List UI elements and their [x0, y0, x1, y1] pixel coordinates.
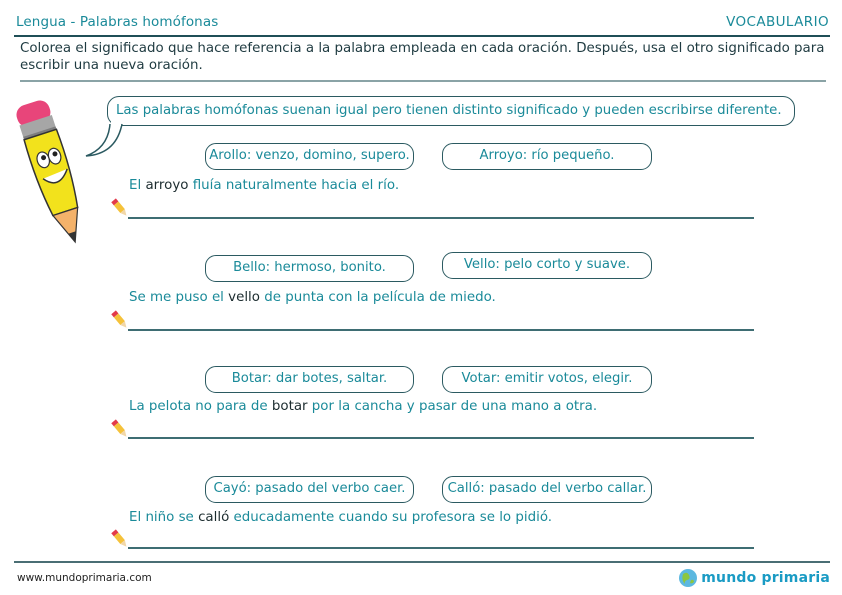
homophone-keyword: arroyo	[145, 178, 189, 193]
sentence-1: El arroyo fluía naturalmente hacia el río.	[129, 178, 400, 193]
meaning-option-2a[interactable]: Bello: hermoso, bonito.	[205, 255, 414, 282]
brand-logo	[678, 568, 830, 588]
globe-icon	[678, 568, 698, 588]
meaning-option-1a[interactable]: Arollo: venzo, domino, supero.	[205, 143, 414, 170]
sentence-4: El niño se calló educadamente cuando su profesora se lo pidió.	[129, 510, 553, 525]
pencil-icon	[110, 197, 130, 219]
instructions-text: Colorea el significado que hace referencia a la palabra empleada en cada oración. Después, usa el otro significado para escribir una nueva oración.	[20, 41, 825, 73]
instructions-divider	[20, 80, 826, 82]
answer-line-3[interactable]	[128, 437, 754, 439]
pencil-icon	[110, 418, 130, 440]
pencil-mascot-icon	[14, 92, 114, 247]
worksheet-category: VOCABULARIO	[726, 14, 829, 30]
homophone-keyword: botar	[271, 399, 308, 414]
meaning-option-4a[interactable]: Cayó: pasado del verbo caer.	[205, 476, 414, 503]
header-divider	[14, 35, 830, 37]
brand-name: mundo primaria	[701, 570, 830, 586]
sentence-3: La pelota no para de botar por la cancha y pasar de una mano a otra.	[129, 399, 598, 414]
sentence-2: Se me puso el vello de punta con la película de miedo.	[129, 290, 496, 305]
speech-bubble-tail	[84, 118, 134, 163]
worksheet-subject: Lengua - Palabras homófonas	[16, 14, 219, 30]
footer-url[interactable]: www.mundoprimaria.com	[17, 572, 152, 584]
pencil-icon	[110, 528, 130, 550]
answer-line-1[interactable]	[128, 217, 754, 219]
meaning-option-3b[interactable]: Votar: emitir votos, elegir.	[442, 366, 652, 393]
meaning-option-1b[interactable]: Arroyo: río pequeño.	[442, 143, 652, 170]
meaning-option-3a[interactable]: Botar: dar botes, saltar.	[205, 366, 414, 393]
answer-line-2[interactable]	[128, 329, 754, 331]
answer-line-4[interactable]	[128, 547, 754, 549]
speech-bubble: Las palabras homófonas suenan igual pero tienen distinto significado y pueden escribirse diferente.	[107, 96, 795, 126]
footer-divider	[14, 561, 830, 563]
pencil-icon	[110, 309, 130, 331]
meaning-option-2b[interactable]: Vello: pelo corto y suave.	[442, 252, 652, 279]
homophone-keyword: vello	[228, 290, 260, 305]
homophone-keyword: calló	[198, 510, 230, 525]
meaning-option-4b[interactable]: Calló: pasado del verbo callar.	[442, 476, 652, 503]
